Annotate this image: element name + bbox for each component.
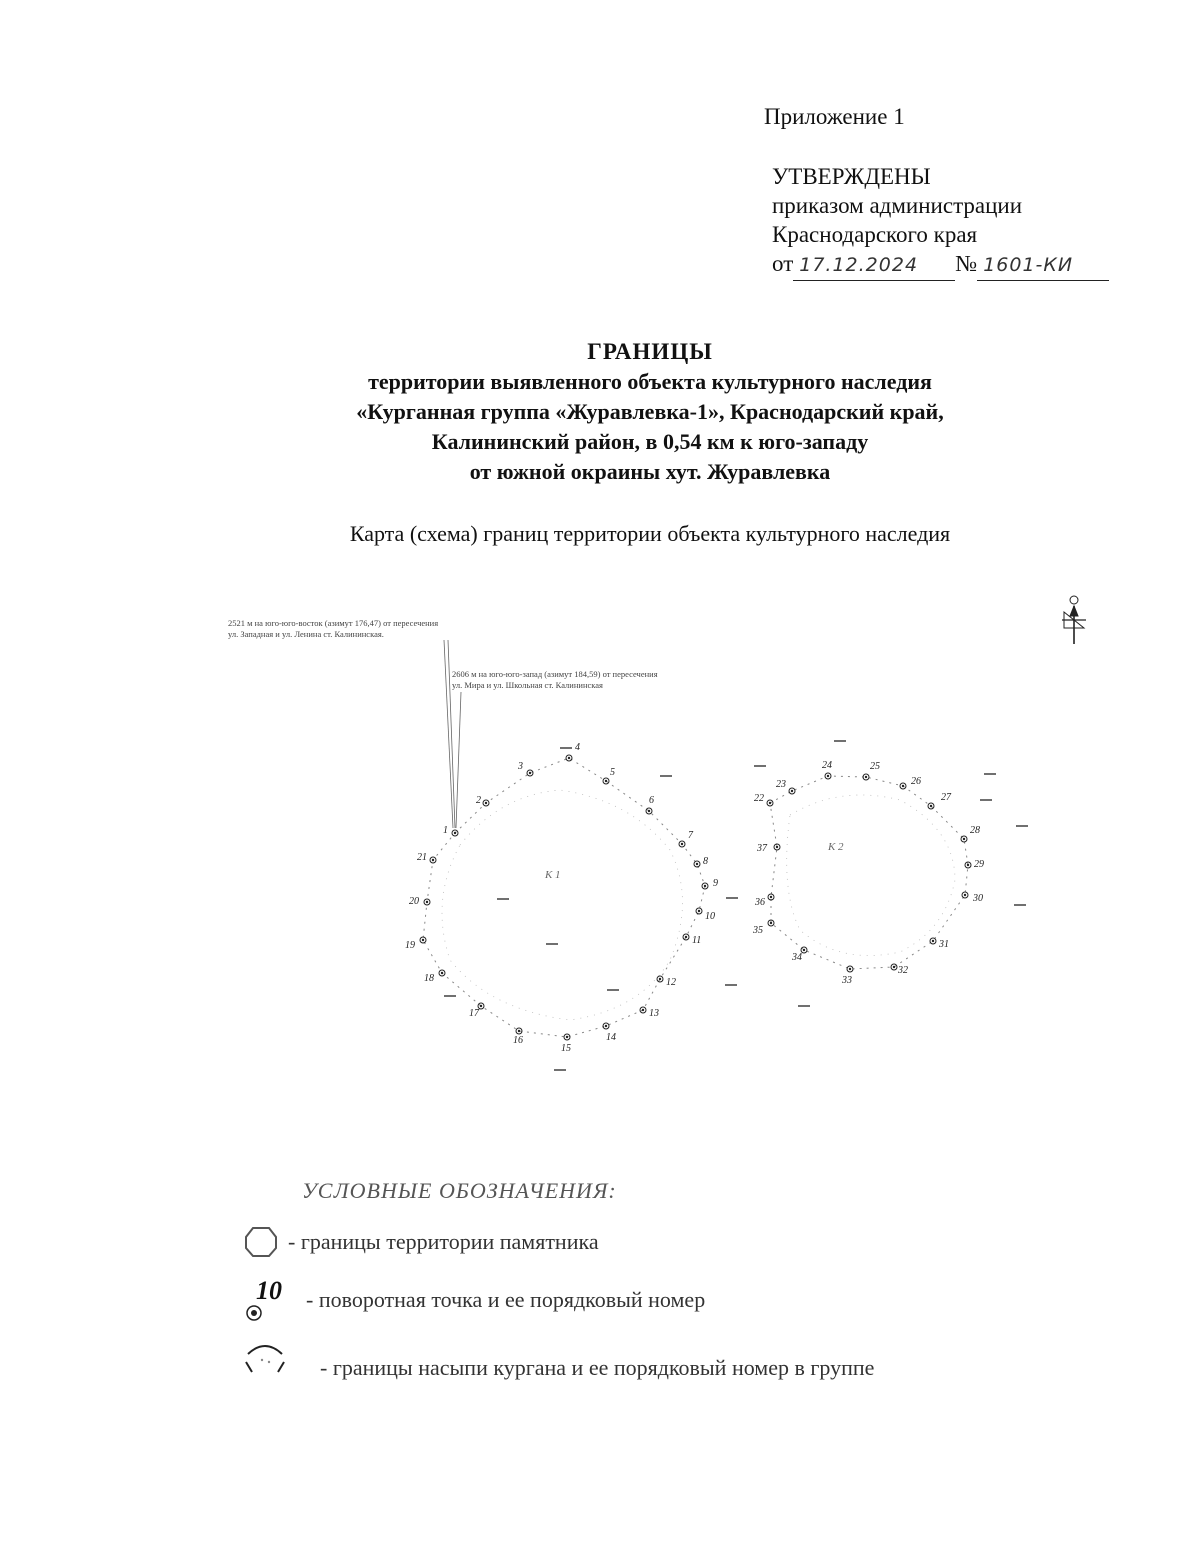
turning-point-label-30: 30 (973, 893, 983, 904)
turning-point-dot-1 (454, 832, 456, 834)
turning-point-dot-25 (865, 776, 867, 778)
turning-point-10 (696, 908, 715, 922)
turning-point-dot-13 (642, 1009, 644, 1011)
turning-point-12 (657, 976, 676, 988)
turning-point-dot-32 (893, 966, 895, 968)
turning-point-20 (409, 896, 430, 907)
turning-point-15 (561, 1034, 571, 1054)
turning-point-3 (517, 761, 533, 776)
turning-point-dot-23 (791, 790, 793, 792)
turning-point-31 (930, 938, 949, 950)
turning-point-label-17: 17 (469, 1008, 479, 1019)
turning-point-label-34: 34 (792, 952, 802, 963)
turning-point-dot-36 (770, 896, 772, 898)
turning-point-label-20: 20 (409, 896, 419, 907)
turning-point-label-23: 23 (776, 779, 786, 790)
turning-point-16 (513, 1028, 523, 1046)
legend-item-mound: - границы насыпи кургана и ее порядковый номер в группе (320, 1355, 875, 1380)
turning-point-25 (863, 761, 880, 780)
turning-point-28 (961, 825, 980, 842)
turning-point-dot-3 (529, 772, 531, 774)
boundary-symbol-icon (244, 1226, 278, 1258)
legend-title: УСЛОВНЫЕ ОБОЗНАЧЕНИЯ: (302, 1178, 617, 1203)
turning-point-label-37: 37 (757, 843, 767, 854)
turning-point-label-24: 24 (822, 760, 832, 771)
turning-point-label-8: 8 (703, 856, 708, 867)
turning-point-label-12: 12 (666, 977, 676, 988)
turning-point-4 (566, 742, 580, 761)
turning-point-dot-24 (827, 775, 829, 777)
turning-point-2 (476, 795, 489, 806)
turning-point-label-9: 9 (713, 878, 718, 889)
turning-point-dot-14 (605, 1025, 607, 1027)
legend-item-boundary: - границы территории памятника (288, 1229, 599, 1254)
turning-point-label-4: 4 (575, 742, 580, 753)
turning-point-label-15: 15 (561, 1043, 571, 1054)
turning-point-dot-19 (422, 939, 424, 941)
turning-point-26 (900, 776, 921, 789)
order-label: приказом администрации (772, 193, 1023, 218)
turning-point-dot-22 (769, 802, 771, 804)
title-line-3: Калининский район, в 0,54 км к юго-западу (431, 429, 869, 454)
order-date-line (772, 249, 1109, 281)
title-line-4: от южной окраины хут. Журавлевка (469, 459, 831, 484)
boundary-map (200, 580, 1100, 1100)
turning-point-dot-10 (698, 910, 700, 912)
mound-outline-1 (442, 790, 683, 1020)
turning-point-dot-7 (681, 843, 683, 845)
turning-point-label-11: 11 (692, 935, 702, 946)
turning-point-dot-5 (605, 780, 607, 782)
turning-point-11 (683, 934, 701, 946)
turning-point-dot-4 (568, 757, 570, 759)
turning-point-label-2: 2 (476, 795, 481, 806)
turning-point-dot-15 (566, 1036, 568, 1038)
turning-point-label-27: 27 (941, 792, 951, 803)
turning-point-label-6: 6 (649, 795, 654, 806)
turning-point-5 (603, 767, 615, 784)
turning-point-label-19: 19 (405, 940, 415, 951)
turning-point-27 (928, 792, 952, 809)
map-subtitle: Карта (схема) границ территории объекта культурного наследия (349, 521, 951, 546)
turning-point-label-16: 16 (513, 1035, 523, 1046)
appendix-label: Приложение 1 (764, 104, 905, 129)
turning-point-label-36: 36 (755, 897, 765, 908)
turning-point-dot-27 (930, 805, 932, 807)
reference-note-1-line-1: 2521 м на юго-юго-восток (азимут 176,47) от пересечения (228, 618, 439, 628)
turning-point-label-22: 22 (754, 793, 764, 804)
turning-point-dot-17 (480, 1005, 482, 1007)
turning-point-label-25: 25 (870, 761, 880, 772)
turning-point-label-32: 32 (898, 965, 908, 976)
turning-point-dot-31 (932, 940, 934, 942)
turning-point-label-21: 21 (417, 852, 427, 863)
turning-point-29 (965, 859, 984, 870)
turning-point-30 (962, 892, 983, 904)
approval-block (772, 162, 1109, 281)
turning-point-dot-2 (485, 802, 487, 804)
title-main: ГРАНИЦЫ (587, 339, 713, 364)
turning-point-label-10: 10 (705, 911, 715, 922)
approved-label: УТВЕРЖДЕНЫ (772, 164, 931, 189)
turning-point-23 (776, 779, 795, 794)
turning-point-22 (754, 793, 773, 806)
turning-point-dot-29 (967, 864, 969, 866)
mound-symbol-icon (242, 1340, 288, 1380)
number-prefix: № (955, 251, 978, 276)
turning-point-dot-37 (776, 846, 778, 848)
turning-point-8 (694, 856, 708, 867)
turning-point-dot-12 (659, 978, 661, 980)
order-date: 17.12.2024 (793, 251, 955, 281)
turning-point-label-35: 35 (753, 925, 763, 936)
turning-point-label-29: 29 (974, 859, 984, 870)
turning-point-label-31: 31 (939, 939, 949, 950)
turning-point-label-3: 3 (518, 761, 523, 772)
legend-item-turning-point: - поворотная точка и ее порядковый номер (306, 1287, 706, 1312)
turning-point-7 (679, 830, 694, 847)
turning-point-dot-16 (518, 1030, 520, 1032)
turning-point-symbol-icon (243, 1302, 265, 1324)
turning-point-dot-21 (432, 859, 434, 861)
turning-point-label-14: 14 (606, 1032, 616, 1043)
order-number: 1601-КИ (977, 251, 1109, 281)
reference-line-2 (456, 692, 461, 828)
turning-point-34 (791, 947, 807, 963)
title-line-2: «Курганная группа «Журавлевка-1», Краснодарский край, (356, 399, 944, 424)
turning-point-dot-8 (696, 863, 698, 865)
turning-point-dot-28 (963, 838, 965, 840)
mound-label-k2: К 2 (828, 841, 844, 853)
region-label: Краснодарского края (772, 222, 978, 247)
turning-point-35 (752, 920, 774, 936)
turning-point-19 (405, 937, 426, 951)
turning-point-label-18: 18 (424, 973, 434, 984)
turning-point-label-7: 7 (688, 830, 693, 841)
reference-note-2-line-1: 2606 м на юго-юго-запад (азимут 184,59) от пересечения (452, 669, 658, 679)
legend-sample-number: 10 (256, 1276, 282, 1305)
turning-point-dot-34 (803, 949, 805, 951)
turning-point-label-26: 26 (911, 776, 921, 787)
mound-outline-2 (787, 795, 955, 956)
turning-point-18 (424, 970, 445, 984)
turning-point-32 (891, 964, 908, 976)
turning-point-24 (822, 760, 832, 779)
turning-point-33 (841, 966, 853, 986)
date-prefix: от (772, 251, 794, 276)
reference-note-2-line-2: ул. Мира и ул. Школьная ст. Калининская (452, 680, 603, 690)
turning-point-label-33: 33 (842, 975, 852, 986)
turning-point-13 (640, 1007, 659, 1019)
boundary-k1 (423, 758, 705, 1037)
turning-point-dot-11 (685, 936, 687, 938)
turning-point-dot-18 (441, 972, 443, 974)
turning-point-21 (417, 852, 436, 863)
turning-point-label-5: 5 (610, 767, 615, 778)
turning-point-label-28: 28 (970, 825, 980, 836)
turning-point-dot-20 (426, 901, 428, 903)
turning-point-17 (469, 1003, 484, 1019)
mound-label-k1: К 1 (545, 869, 561, 881)
reference-note-1-line-2: ул. Западная и ул. Ленина ст. Калининская. (228, 629, 384, 639)
north-arrow-icon (1062, 596, 1086, 644)
turning-point-dot-6 (648, 810, 650, 812)
turning-point-label-13: 13 (649, 1008, 659, 1019)
turning-point-label-1: 1 (443, 825, 448, 836)
document-title (150, 337, 1150, 487)
turning-point-14 (603, 1023, 616, 1043)
turning-point-dot-30 (964, 894, 966, 896)
turning-point-dot-26 (902, 785, 904, 787)
turning-point-6 (646, 795, 654, 814)
title-line-1: территории выявленного объекта культурного наследия (368, 369, 932, 394)
turning-point-dot-33 (849, 968, 851, 970)
turning-point-dot-35 (770, 922, 772, 924)
turning-point-dot-9 (704, 885, 706, 887)
